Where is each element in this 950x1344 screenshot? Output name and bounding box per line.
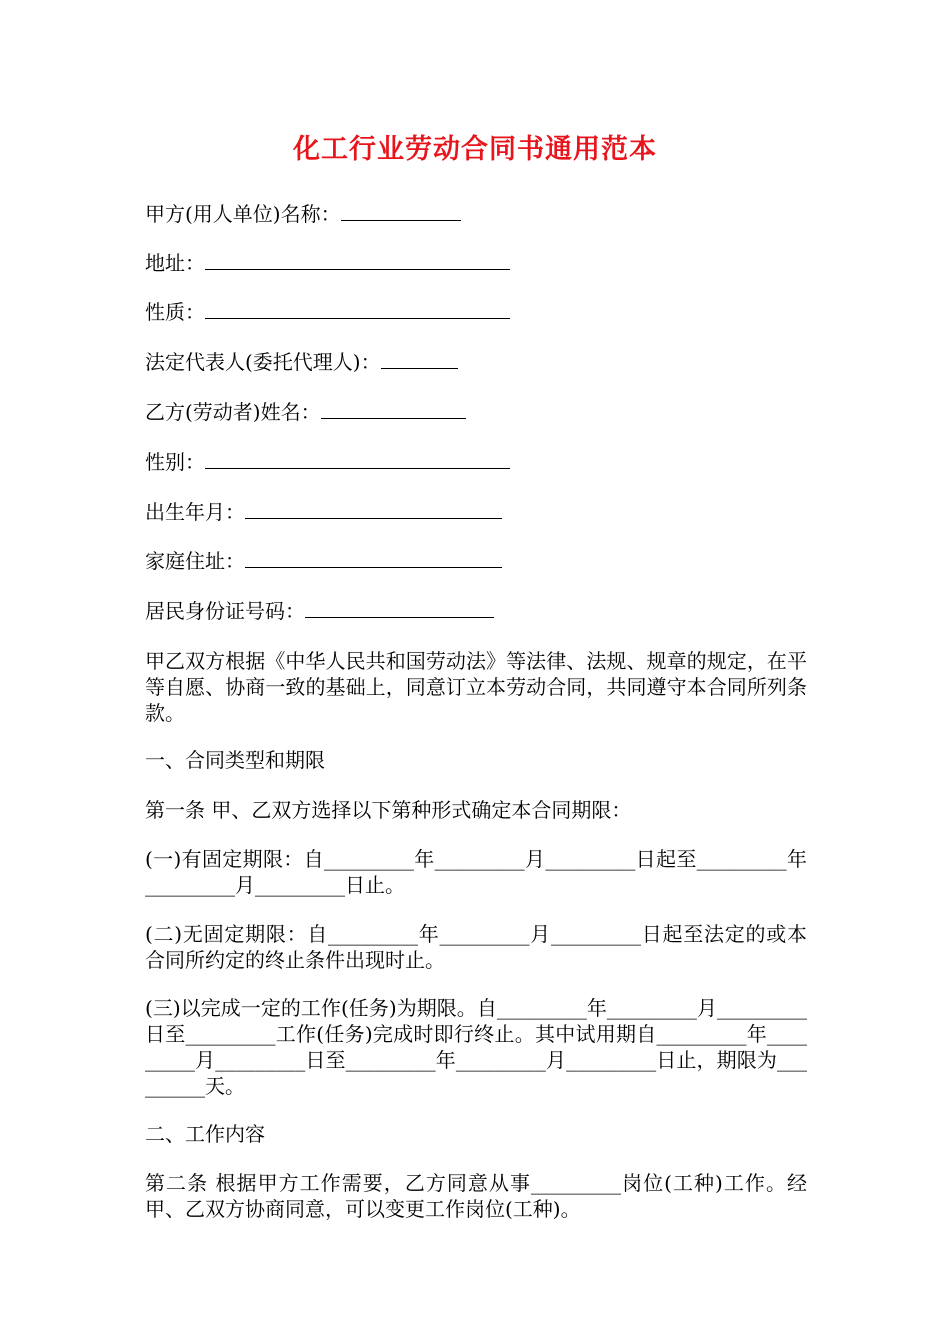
nature-label: 性质：: [145, 300, 205, 324]
party-a-name-label: 甲方(用人单位)名称：: [145, 202, 341, 226]
birth-blank[interactable]: [245, 498, 502, 519]
legal-rep-blank[interactable]: [381, 348, 458, 369]
home-address-field: [145, 547, 502, 575]
party-a-name-blank[interactable]: [341, 200, 461, 221]
term-task-paragraph: (三)以完成一定的工作(任务)为期限。自_________年_________月_________日至_________工作(任务)完成时即行终止。其中试用期自_________年_________月_________日至_________年_________月_________日止，期限为_________天。: [145, 996, 807, 1098]
party-b-name-field: [145, 398, 466, 426]
gender-blank[interactable]: [205, 448, 510, 469]
party-a-name-field: [145, 200, 461, 228]
document-title: 化工行业劳动合同书通用范本: [293, 134, 657, 165]
address-blank[interactable]: [205, 249, 510, 270]
article-2: 第二条 根据甲方工作需要，乙方同意从事_________岗位(工种)工作。经甲、乙双方协商同意，可以变更工作岗位(工种)。: [145, 1171, 807, 1221]
home-address-blank[interactable]: [245, 547, 502, 568]
section-heading-2: 二、工作内容: [145, 1122, 265, 1146]
party-b-name-label: 乙方(劳动者)姓名：: [145, 400, 321, 424]
gender-label: 性别：: [145, 450, 205, 474]
party-b-name-blank[interactable]: [321, 398, 466, 419]
article-1: 第一条 甲、乙双方选择以下第种形式确定本合同期限：: [145, 798, 632, 822]
term-fixed-paragraph: (一)有固定期限：自_________年_________月_________日起至_________年_________月_________日止。: [145, 847, 807, 897]
id-number-label: 居民身份证号码：: [145, 599, 305, 623]
home-address-label: 家庭住址：: [145, 549, 245, 573]
gender-field: [145, 448, 510, 476]
term-open-paragraph: (二)无固定期限：自_________年_________月_________日起至法定的或本合同所约定的终止条件出现时止。: [145, 922, 807, 972]
id-number-blank[interactable]: [305, 597, 494, 618]
address-label: 地址：: [145, 251, 205, 275]
birth-label: 出生年月：: [145, 500, 245, 524]
nature-field: [145, 298, 510, 326]
address-field: [145, 249, 510, 277]
legal-rep-label: 法定代表人(委托代理人)：: [145, 350, 381, 374]
id-number-field: [145, 597, 494, 625]
intro-paragraph: 甲乙双方根据《中华人民共和国劳动法》等法律、法规、规章的规定，在平等自愿、协商一致的基础上，同意订立本劳动合同，共同遵守本合同所列条款。: [145, 649, 807, 725]
legal-rep-field: [145, 348, 458, 376]
section-heading-1: 一、合同类型和期限: [145, 748, 325, 772]
nature-blank[interactable]: [205, 298, 510, 319]
birth-field: [145, 498, 502, 526]
